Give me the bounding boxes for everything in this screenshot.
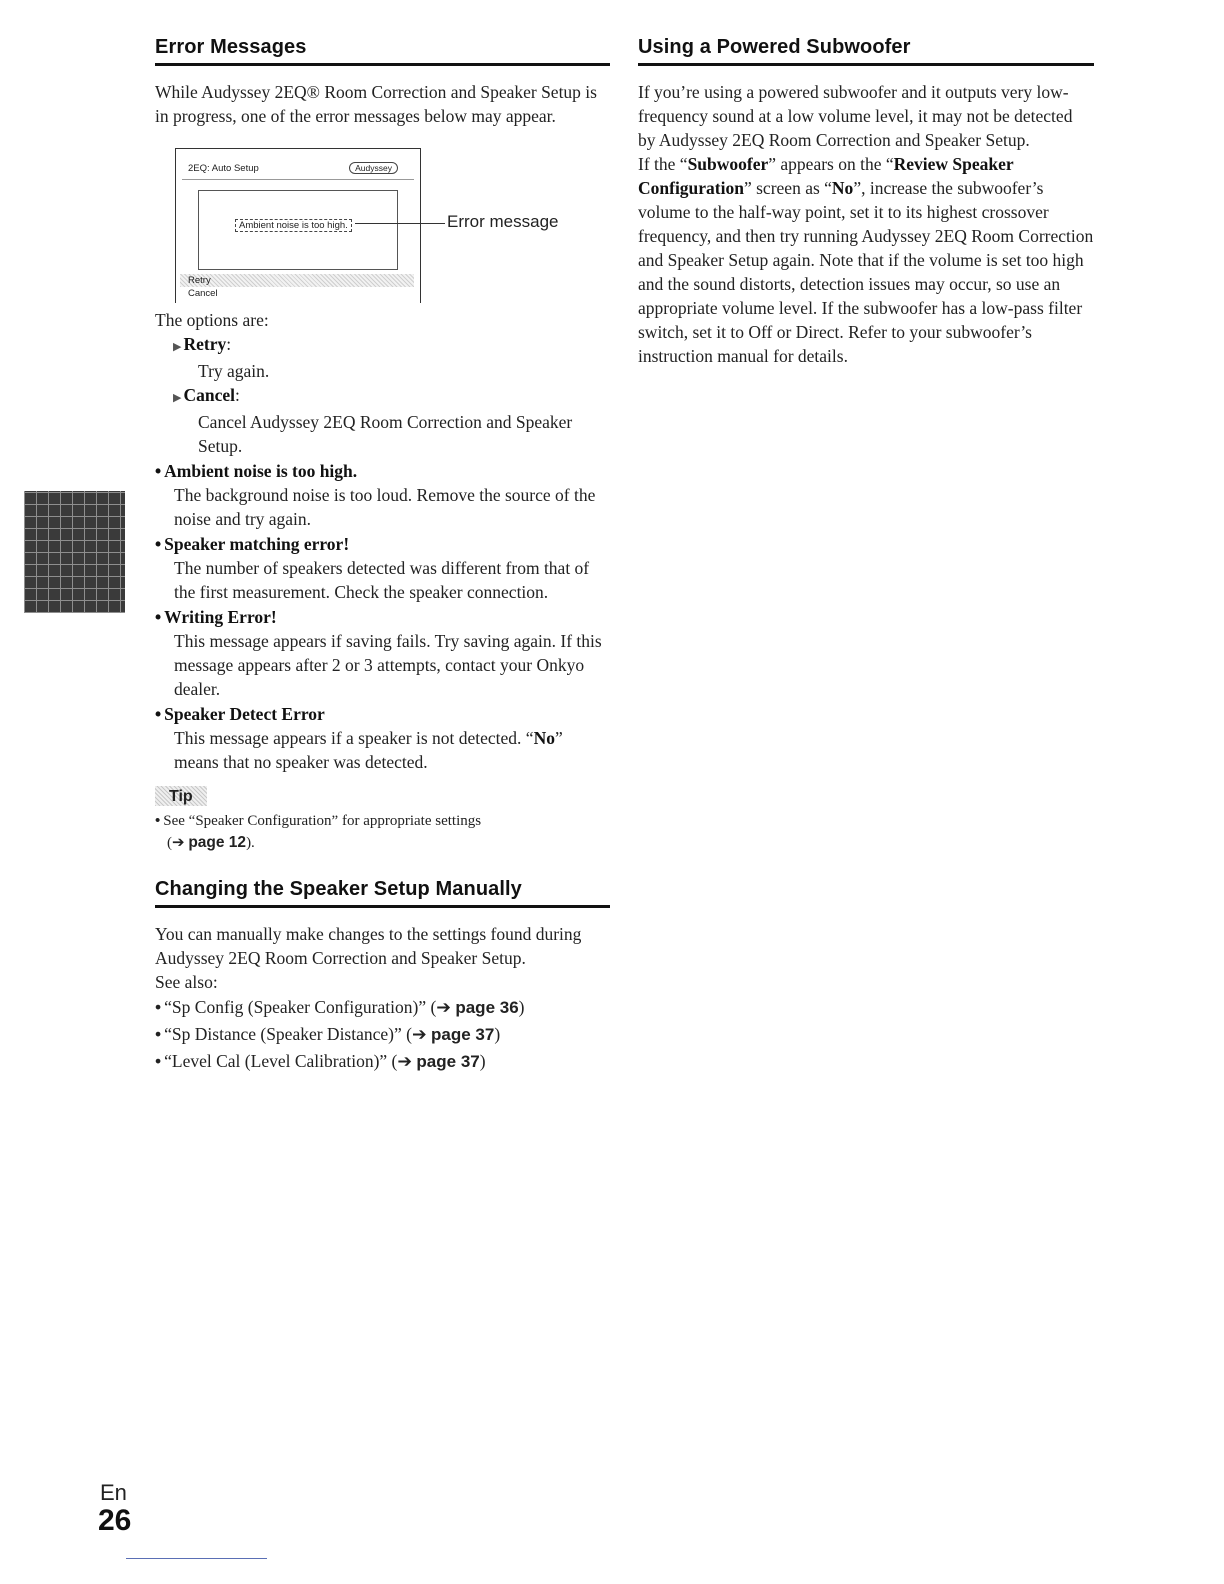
error-matching-desc: The number of speakers detected was different from that of the first measurement. Check the speaker connection. bbox=[174, 558, 590, 602]
subwoofer-heading: Using a Powered Subwoofer bbox=[638, 36, 1094, 66]
error-messages-intro: While Audyssey 2EQ® Room Correction and Speaker Setup is in progress, one of the error messages below may appear. bbox=[155, 82, 597, 126]
manual-setup-heading: Changing the Speaker Setup Manually bbox=[155, 878, 610, 908]
options-intro: The options are: bbox=[155, 310, 269, 330]
list-item[interactable]: • “Sp Distance (Speaker Distance)” (➔ page 37) bbox=[155, 1024, 501, 1044]
audyssey-badge: Audyssey bbox=[349, 162, 398, 174]
option-cancel-desc: Cancel Audyssey 2EQ Room Correction and Speaker Setup. bbox=[198, 412, 573, 456]
option-retry-desc: Try again. bbox=[198, 361, 270, 381]
setup-screen-figure bbox=[155, 148, 610, 308]
triangle-icon: ▶ bbox=[173, 392, 182, 404]
error-messages-heading: Error Messages bbox=[155, 36, 610, 66]
error-writing-title: • Writing Error! bbox=[155, 607, 277, 627]
arrow-icon: ➔ bbox=[436, 997, 451, 1017]
arrow-icon: ➔ bbox=[172, 835, 185, 851]
arrow-icon: ➔ bbox=[411, 1024, 427, 1044]
footer-rule bbox=[126, 1558, 267, 1559]
option-retry-title: ▶ Retry: bbox=[173, 334, 232, 354]
error-ambient-title: • Ambient noise is too high. bbox=[155, 461, 358, 481]
error-detect-title: • Speaker Detect Error bbox=[155, 704, 325, 724]
setup-screen bbox=[175, 148, 421, 303]
error-detect-desc: This message appears if a speaker is not detected. “No” means that no speaker was detected. bbox=[174, 728, 563, 772]
right-column bbox=[638, 36, 1094, 368]
manual-setup-section bbox=[155, 878, 610, 1075]
subwoofer-paragraph-2: If the “Subwoofer” appears on the “Review Speaker Configuration” screen as “No”, increase the subwoofer’s volume to the half-way point, set it to its highest crossover frequency, and then try running Audyssey 2EQ Room Correction and Speaker Setup again. Note that if the volume is set too high and the sound distorts, detection issues may occur, so use an appropriate volume level. If the subwoofer has a low-pass filter switch, set it to Off or Direct. Refer to your subwoofer’s instruction manual for details. bbox=[638, 154, 1094, 366]
list-item[interactable]: • “Level Cal (Level Calibration)” (➔ page 37) bbox=[155, 1051, 486, 1071]
arrow-icon: ➔ bbox=[397, 1051, 413, 1071]
screen-divider bbox=[182, 179, 414, 180]
manual-setup-intro: You can manually make changes to the settings found during Audyssey 2EQ Room Correction and Speaker Setup. bbox=[155, 924, 582, 968]
retry-option[interactable]: Retry bbox=[180, 274, 414, 287]
screen-title: 2EQ: Auto Setup bbox=[188, 163, 259, 174]
subwoofer-paragraph-1: If you’re using a powered subwoofer and it outputs very low-frequency sound at a low volume level, it may not be detected by Audyssey 2EQ Room Correction and Speaker Setup. bbox=[638, 82, 1073, 150]
page-number: 26 bbox=[98, 1504, 132, 1537]
triangle-icon: ▶ bbox=[173, 341, 182, 353]
callout-line bbox=[355, 223, 445, 224]
error-message-callout: Error message bbox=[447, 212, 559, 231]
list-item[interactable]: • “Sp Config (Speaker Configuration)” (➔ page 36) bbox=[155, 997, 525, 1017]
left-column bbox=[155, 36, 610, 1075]
section-thumb-tab bbox=[24, 491, 125, 613]
see-also-list bbox=[155, 994, 610, 1075]
page-language: En bbox=[100, 1480, 127, 1505]
error-message-text: Ambient noise is too high. bbox=[235, 219, 352, 232]
message-box bbox=[198, 190, 398, 270]
error-matching-title: • Speaker matching error! bbox=[155, 534, 350, 554]
see-also-label: See also: bbox=[155, 972, 218, 992]
tip-badge: Tip bbox=[155, 786, 207, 806]
tip-page-ref[interactable]: (➔ page 12). bbox=[167, 834, 255, 851]
option-cancel-title: ▶ Cancel: bbox=[173, 385, 240, 405]
error-writing-desc: This message appears if saving fails. Try saving again. If this message appears after 2 or 3 attempts, contact your Onkyo dealer. bbox=[174, 631, 602, 699]
cancel-option[interactable]: Cancel bbox=[188, 288, 218, 299]
tip-text: • See “Speaker Configuration” for appropriate settings bbox=[155, 812, 482, 829]
error-ambient-desc: The background noise is too loud. Remove the source of the noise and try again. bbox=[174, 485, 596, 529]
